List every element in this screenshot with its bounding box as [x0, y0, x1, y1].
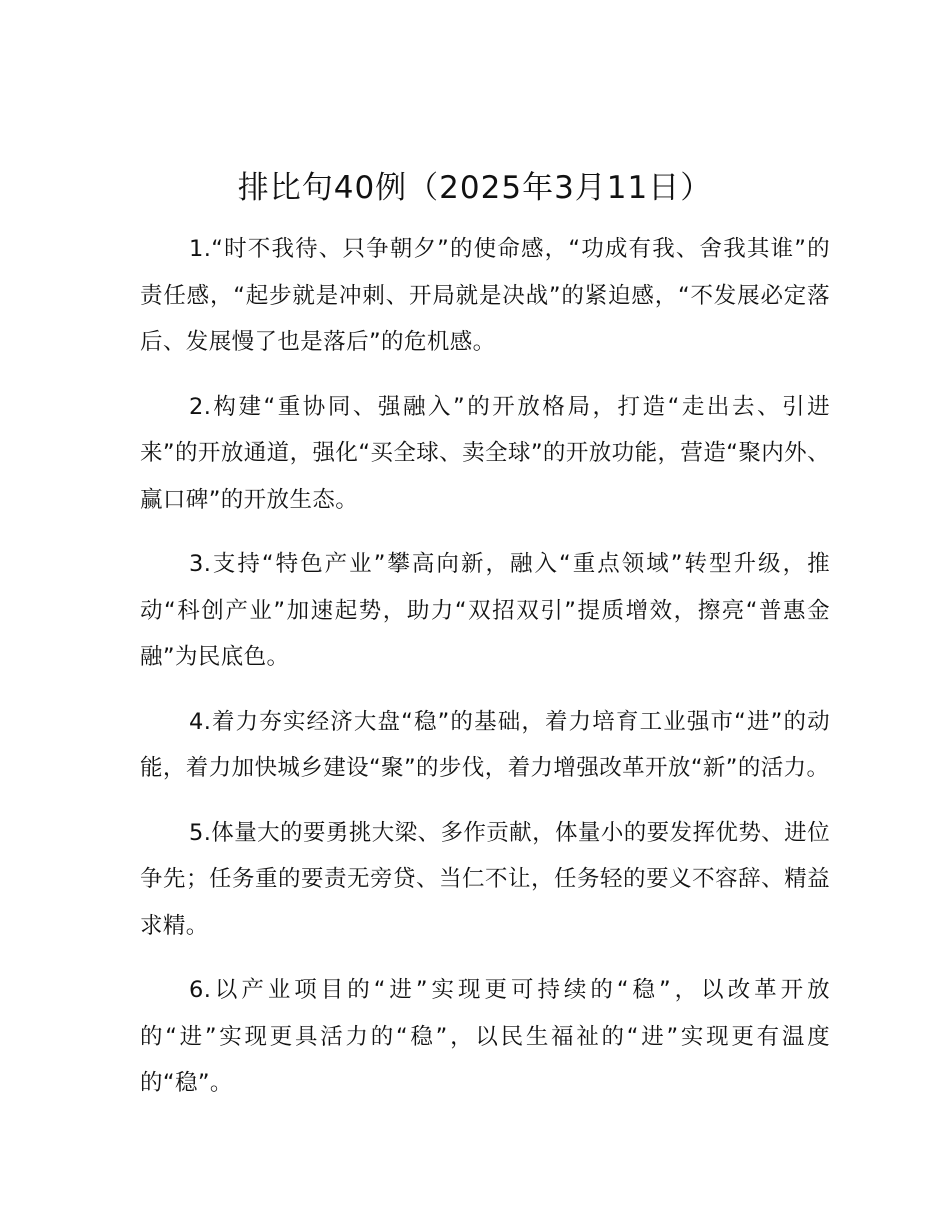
document-body [140, 226, 830, 1125]
paragraph-1: 1.“时不我待、只争朝夕”的使命感，“功成有我、舍我其谁”的责任感，“起步就是冲刺、开局就是决战”的紧迫感，“不发展必定落后、发展慢了也是落后”的危机感。 [140, 236, 830, 355]
paragraph-4: 4.着力夯实经济大盘“稳”的基础，着力培育工业强市“进”的动能，着力加快城乡建设“聚”的步伐，着力增强改革开放“新”的活力。 [140, 708, 830, 781]
document-title: 排比句40例（2025年3月11日） [237, 170, 713, 206]
paragraph-6: 6.以产业项目的“进”实现更可持续的“稳”，以改革开放的“进”实现更具活力的“稳”，以民生福祉的“进”实现更有温度的“稳”。 [140, 977, 830, 1096]
paragraph-2: 2.构建“重协同、强融入”的开放格局，打造“走出去、引进来”的开放通道，强化“买全球、卖全球”的开放功能，营造“聚内外、赢口碑”的开放生态。 [140, 393, 830, 513]
paragraph-3: 3.支持“特色产业”攀高向新，融入“重点领域”转型升级，推动“科创产业”加速起势，助力“双招双引”提质增效，擦亮“普惠金融”为民底色。 [140, 551, 830, 670]
paragraph-5: 5.体量大的要勇挑大梁、多作贡献，体量小的要发挥优势、进位争先；任务重的要责无旁贷、当仁不让，任务轻的要义不容辞、精益求精。 [140, 819, 830, 939]
